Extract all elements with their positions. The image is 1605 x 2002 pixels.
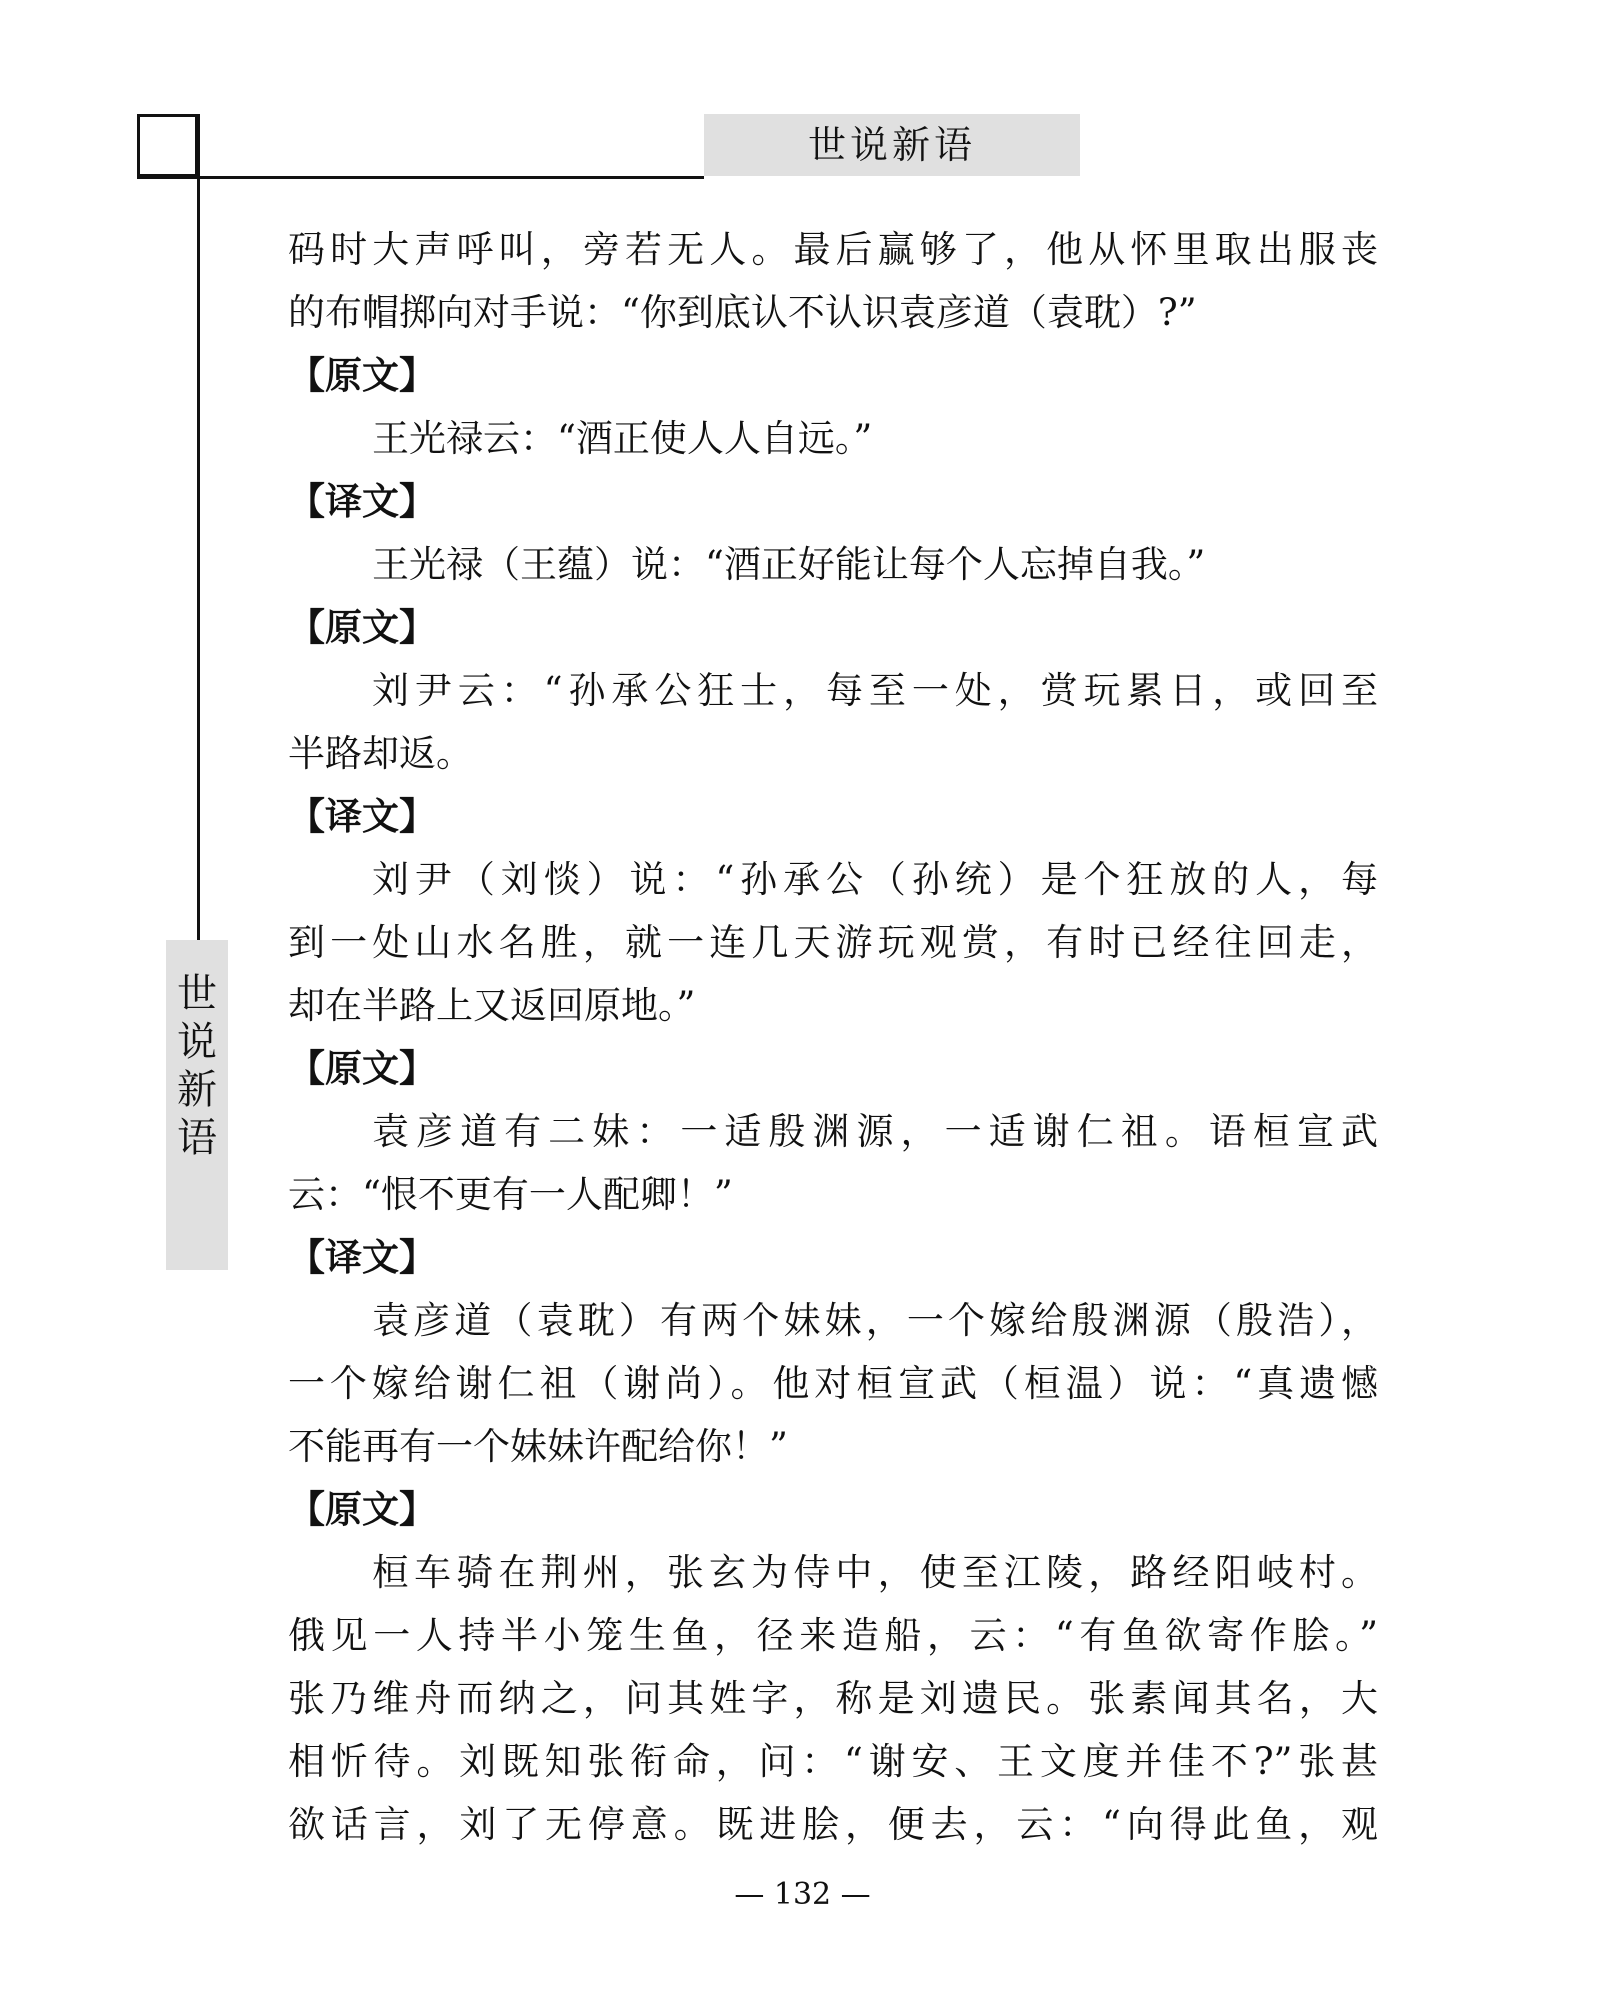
running-header-title: 世说新语 (704, 114, 1080, 176)
text-line: 半路却返。 (288, 732, 473, 775)
text-line: 相忻待。刘既知张衔命，问：“谢安、王文度并佳不?”张甚 (288, 1740, 1378, 1783)
header-rule (137, 176, 704, 179)
side-tab-char: 世 (177, 971, 217, 1017)
text-line: 王光禄云：“酒正使人人自远。” (372, 417, 873, 460)
margin-vertical-rule (197, 114, 200, 944)
page-number: — 132 — (734, 1877, 871, 1912)
text-line: 欲话言，刘了无停意。既进脍，便去，云：“向得此鱼，观 (288, 1803, 1378, 1846)
text-line: 袁彦道（袁耽）有两个妹妹，一个嫁给殷渊源（殷浩）， (372, 1299, 1378, 1342)
side-tab-book-title (166, 940, 228, 1270)
text-line: 一个嫁给谢仁祖（谢尚）。他对桓宣武（桓温）说：“真遗憾 (288, 1362, 1378, 1405)
text-line: 桓车骑在荆州，张玄为侍中，使至江陵，路经阳岐村。 (372, 1551, 1378, 1594)
side-tab-char: 说 (177, 1019, 217, 1065)
text-line: 到一处山水名胜，就一连几天游玩观赏，有时已经往回走， (288, 921, 1378, 964)
header-corner-box (137, 114, 198, 177)
text-line: 王光禄（王蕴）说：“酒正好能让每个人忘掉自我。” (372, 543, 1206, 586)
side-tab-char: 新 (177, 1067, 217, 1113)
section-heading-translation: 【译文】 (288, 1236, 436, 1279)
page-body (288, 218, 1378, 1856)
text-line: 刘尹云：“孙承公狂士，每至一处，赏玩累日，或回至 (372, 669, 1378, 712)
text-line: 刘尹（刘惔）说：“孙承公（孙统）是个狂放的人，每 (372, 858, 1378, 901)
section-heading-translation: 【译文】 (288, 795, 436, 838)
text-line: 张乃维舟而纳之，问其姓字，称是刘遗民。张素闻其名，大 (288, 1677, 1378, 1720)
section-heading-translation: 【译文】 (288, 480, 436, 523)
text-line: 云：“恨不更有一人配卿！” (288, 1173, 733, 1216)
section-heading-original: 【原文】 (288, 1488, 436, 1531)
section-heading-original: 【原文】 (288, 1047, 436, 1090)
text-line: 码时大声呼叫，旁若无人。最后赢够了，他从怀里取出服丧 (288, 228, 1378, 271)
text-line: 俄见一人持半小笼生鱼，径来造船，云：“有鱼欲寄作脍。” (288, 1614, 1378, 1657)
text-line: 不能再有一个妹妹许配给你！” (288, 1425, 788, 1468)
text-line: 却在半路上又返回原地。” (288, 984, 696, 1027)
text-line: 袁彦道有二妹：一适殷渊源，一适谢仁祖。语桓宣武 (372, 1110, 1378, 1153)
section-heading-original: 【原文】 (288, 354, 436, 397)
text-line: 的布帽掷向对手说：“你到底认不认识袁彦道（袁耽）?” (288, 291, 1197, 334)
section-heading-original: 【原文】 (288, 606, 436, 649)
side-tab-char: 语 (177, 1115, 217, 1161)
